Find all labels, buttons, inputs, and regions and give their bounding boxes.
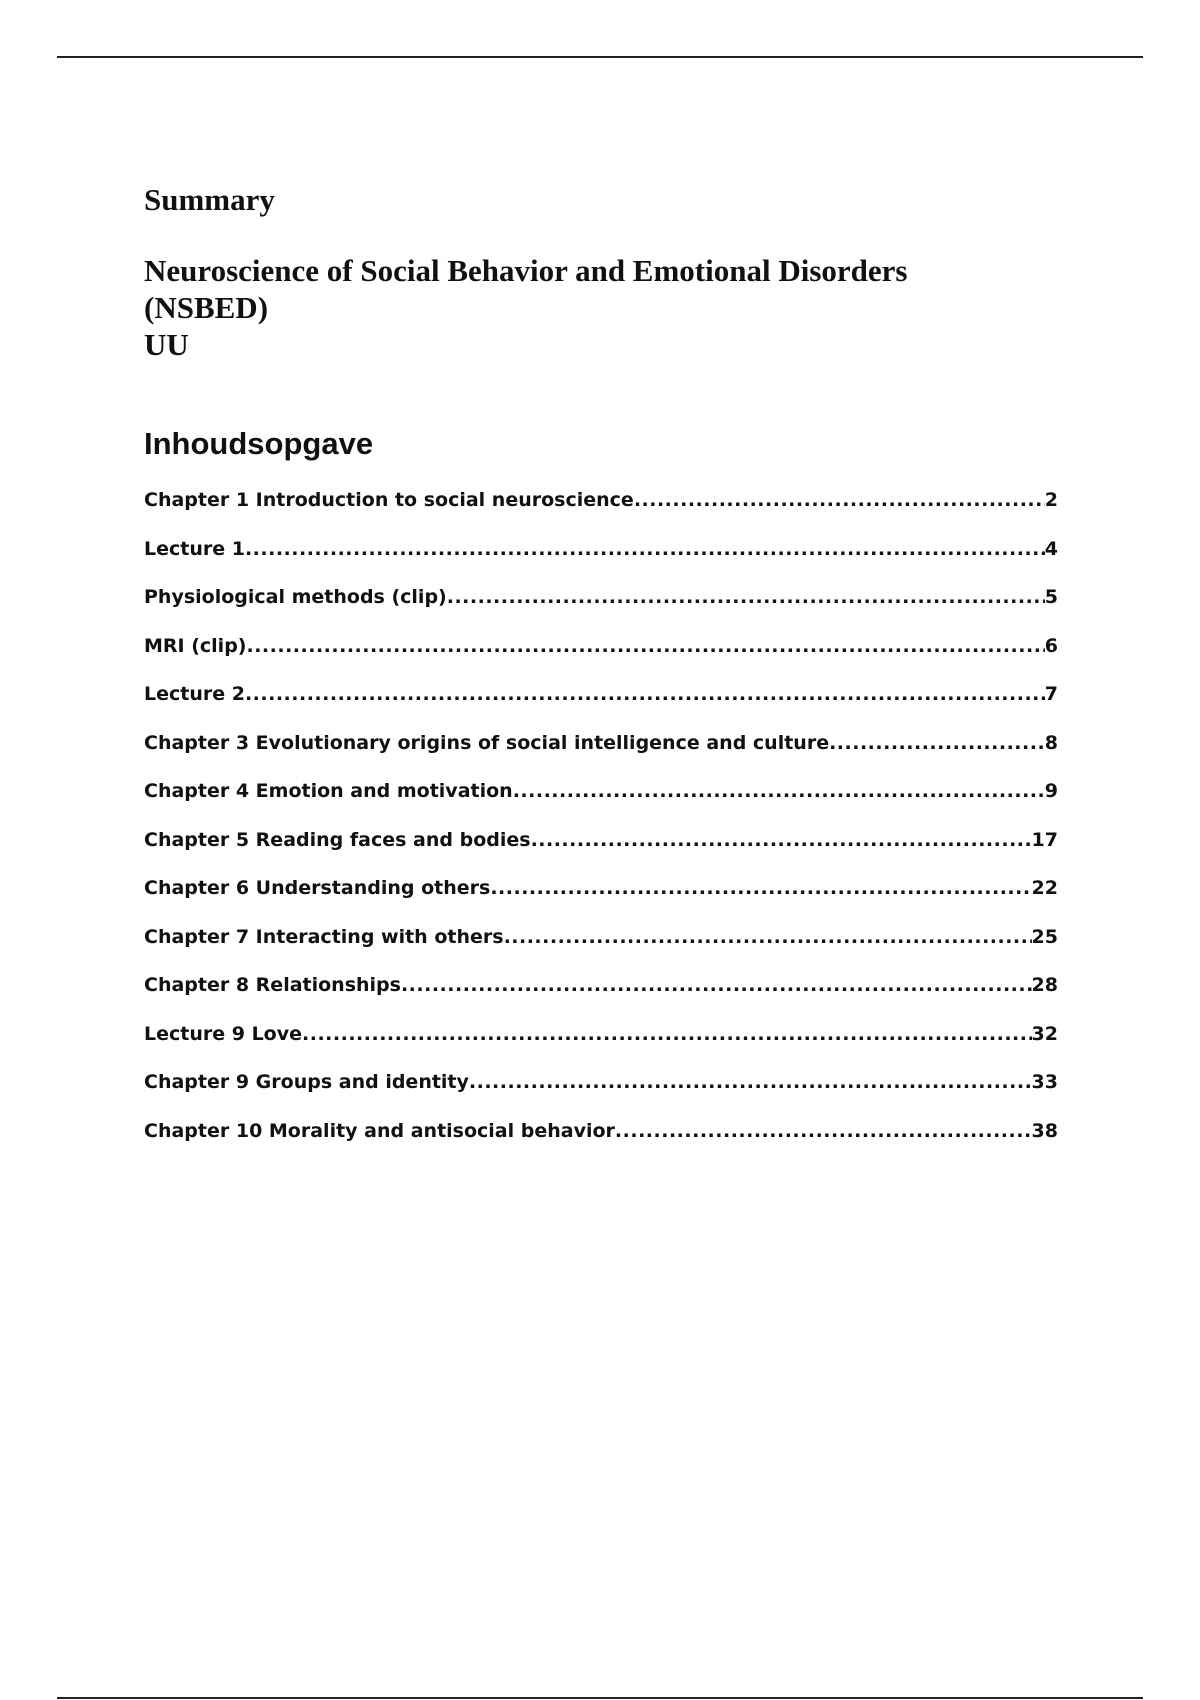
toc-entry[interactable] xyxy=(144,581,1058,630)
toc-entry-page: 6 xyxy=(1044,634,1058,657)
summary-title: Summary xyxy=(144,182,275,217)
toc-entry-label: Chapter 7 Interacting with others xyxy=(144,925,504,948)
toc-leader-dots xyxy=(447,581,1045,613)
toc-leader-dots xyxy=(246,630,1044,662)
toc-entry[interactable] xyxy=(144,1115,1058,1164)
toc-leader-dots xyxy=(245,678,1045,710)
toc-entry-label: Chapter 6 Understanding others xyxy=(144,877,491,899)
toc-entry-page: 33 xyxy=(1031,1071,1058,1093)
toc-leader-dots xyxy=(469,1066,1032,1098)
toc-leader-dots xyxy=(829,727,1045,759)
toc-entry-label: Chapter 1 Introduction to social neuroscience xyxy=(144,489,634,511)
toc-entry-label: Lecture 9 Love xyxy=(144,1022,303,1045)
toc-entry[interactable] xyxy=(144,1066,1058,1115)
course-title-line-1: Neuroscience of Social Behavior and Emotional Disorders xyxy=(144,253,908,288)
toc-leader-dots xyxy=(401,969,1032,1001)
toc-entry-label: Chapter 4 Emotion and motivation xyxy=(144,780,513,802)
toc-entry[interactable] xyxy=(144,775,1058,824)
toc-entry-label: Lecture 1 xyxy=(144,537,245,560)
course-title xyxy=(144,252,1044,363)
toc-leader-dots xyxy=(504,921,1032,953)
toc-entry-label: Chapter 3 Evolutionary origins of social intelligence and culture xyxy=(144,731,830,754)
toc-entry[interactable] xyxy=(144,630,1058,679)
toc-leader-dots xyxy=(302,1018,1032,1050)
toc-entry[interactable] xyxy=(144,824,1058,873)
toc-entry-label: Chapter 5 Reading faces and bodies xyxy=(144,828,531,851)
toc-leader-dots xyxy=(531,824,1032,856)
toc-entry-label: Chapter 8 Relationships xyxy=(144,974,401,996)
toc-entry[interactable] xyxy=(144,872,1058,921)
toc-leader-dots xyxy=(245,533,1045,565)
table-of-contents xyxy=(144,484,1058,1163)
toc-entry-page: 8 xyxy=(1044,731,1058,754)
toc-entry-page: 4 xyxy=(1044,537,1058,560)
toc-entry-page: 17 xyxy=(1031,828,1058,851)
toc-entry[interactable] xyxy=(144,678,1058,727)
header-rule xyxy=(57,56,1143,58)
toc-entry-page: 32 xyxy=(1031,1022,1058,1045)
toc-entry-label: Physiological methods (clip) xyxy=(144,586,447,608)
toc-entry-page: 25 xyxy=(1031,925,1058,948)
toc-heading: Inhoudsopgave xyxy=(144,426,374,461)
toc-entry-page: 9 xyxy=(1044,780,1058,802)
toc-entry[interactable] xyxy=(144,533,1058,582)
toc-entry-page: 22 xyxy=(1031,877,1058,899)
title-block xyxy=(144,180,1044,363)
toc-leader-dots xyxy=(634,484,1045,516)
toc-entry-label: MRI (clip) xyxy=(144,634,247,657)
toc-entry-label: Chapter 10 Morality and antisocial behavior xyxy=(144,1119,615,1142)
toc-entry[interactable] xyxy=(144,969,1058,1018)
toc-entry-page: 28 xyxy=(1031,974,1058,996)
toc-leader-dots xyxy=(513,775,1045,807)
toc-leader-dots xyxy=(615,1115,1032,1147)
toc-entry-label: Lecture 2 xyxy=(144,683,245,705)
toc-leader-dots xyxy=(490,872,1031,904)
toc-entry[interactable] xyxy=(144,1018,1058,1067)
course-title-line-2: (NSBED) xyxy=(144,290,269,325)
toc-entry[interactable] xyxy=(144,484,1058,533)
toc-entry-page: 38 xyxy=(1031,1119,1058,1142)
toc-entry[interactable] xyxy=(144,727,1058,776)
toc-entry-page: 7 xyxy=(1044,683,1058,705)
toc-entry[interactable] xyxy=(144,921,1058,970)
course-title-line-3: UU xyxy=(144,327,189,362)
toc-entry-label: Chapter 9 Groups and identity xyxy=(144,1071,469,1093)
toc-entry-page: 5 xyxy=(1044,586,1058,608)
toc-entry-page: 2 xyxy=(1044,489,1058,511)
footer-rule xyxy=(57,1697,1143,1699)
